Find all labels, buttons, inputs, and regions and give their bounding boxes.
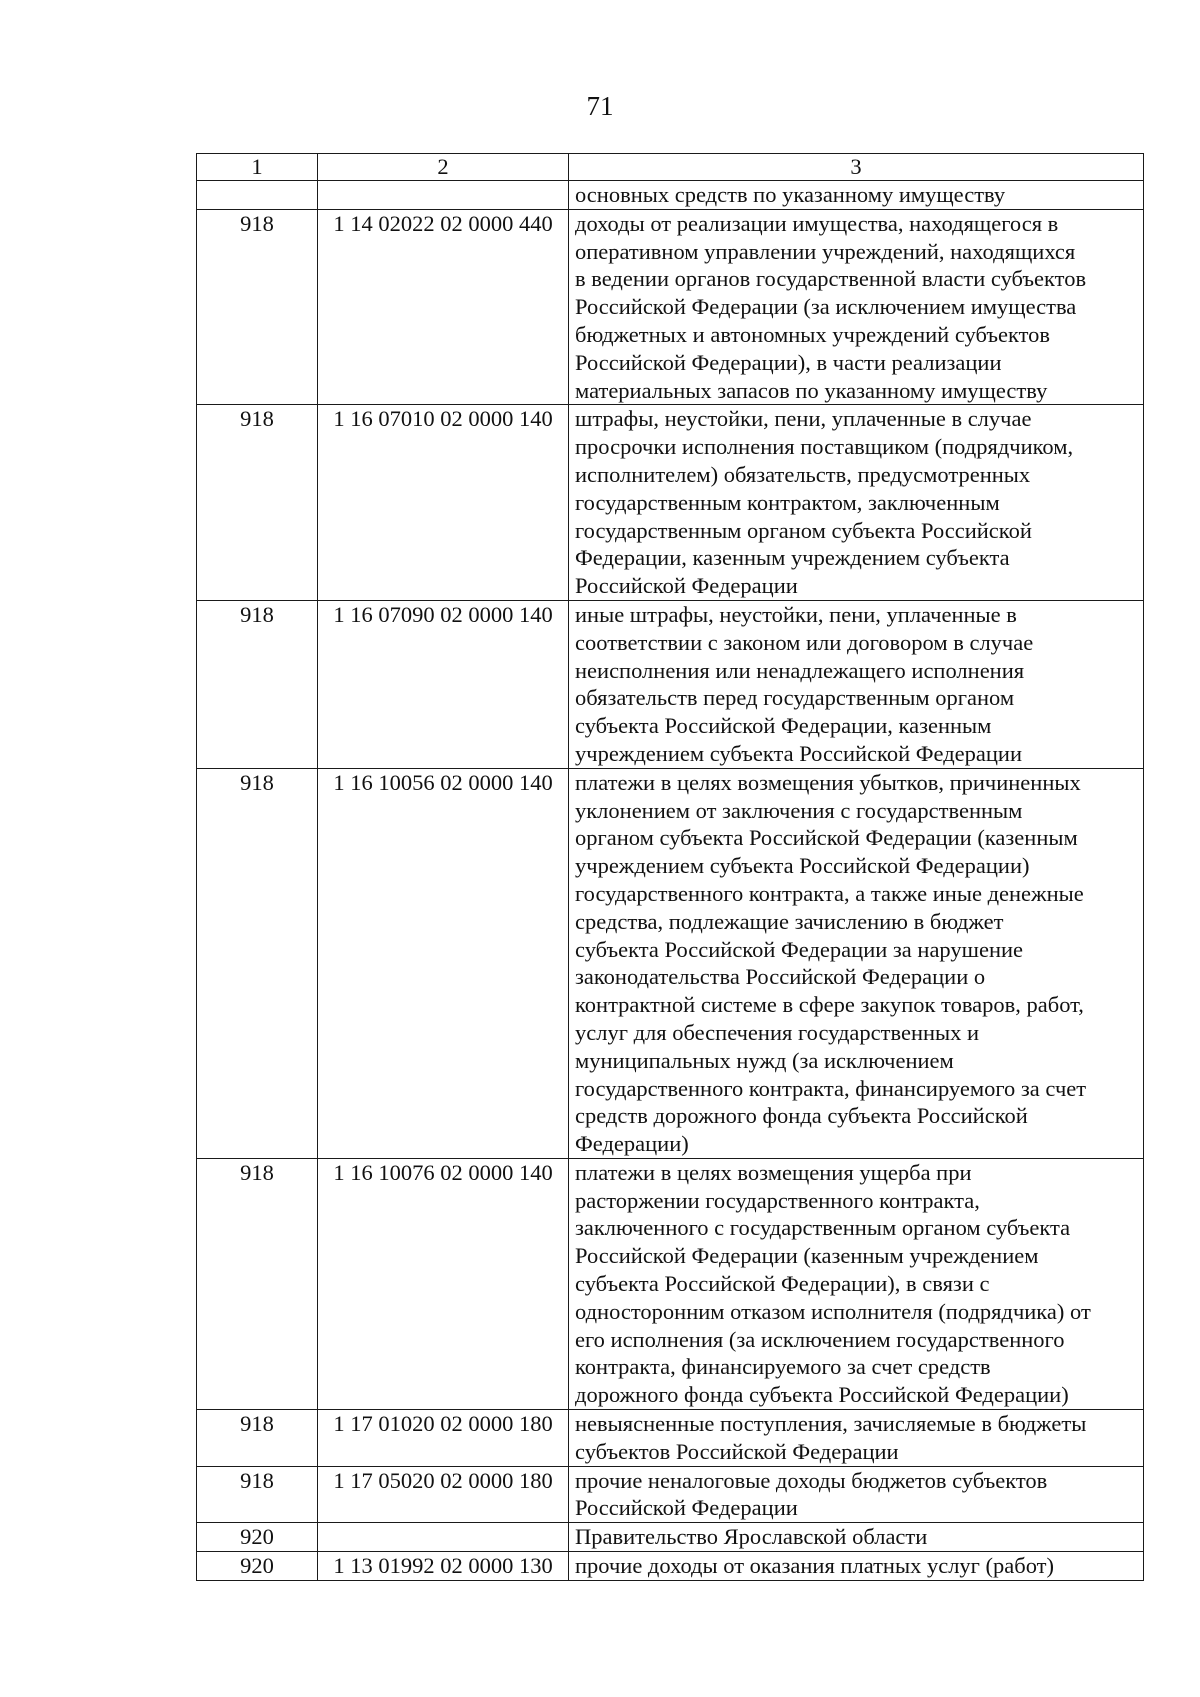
admin-code-cell: 918 <box>197 600 318 768</box>
admin-code-cell: 918 <box>197 1466 318 1523</box>
description-cell: невыясненные поступления, зачисляемые в бюджеты субъектов Российской Федерации <box>569 1410 1144 1467</box>
budget-code-cell: 1 17 05020 02 0000 180 <box>318 1466 569 1523</box>
admin-code-cell: 918 <box>197 1410 318 1467</box>
description-cell: основных средств по указанному имуществу <box>569 181 1144 210</box>
budget-code-cell: 1 14 02022 02 0000 440 <box>318 209 569 405</box>
page-number: 71 <box>586 91 614 121</box>
table-row <box>197 405 1144 601</box>
table-row <box>197 1158 1144 1409</box>
budget-code-cell: 1 16 10056 02 0000 140 <box>318 768 569 1158</box>
admin-code-cell: 920 <box>197 1523 318 1552</box>
admin-code-cell: 918 <box>197 405 318 601</box>
budget-code-cell: 1 16 07090 02 0000 140 <box>318 600 569 768</box>
table-row <box>197 209 1144 405</box>
column-header-1: 1 <box>197 154 318 181</box>
budget-code-cell <box>318 1523 569 1552</box>
table-row <box>197 600 1144 768</box>
description-cell: штрафы, неустойки, пени, уплаченные в случае просрочки исполнения поставщиком (подрядчиком, исполнителем) обязательств, предусмотренных государственным контрактом, заключенным государственным органом субъекта Российской Федерации, казенным учреждением субъекта Российской Федерации <box>569 405 1144 601</box>
table-row <box>197 181 1144 210</box>
column-header-2: 2 <box>318 154 569 181</box>
revenue-codes-table <box>196 153 1144 1581</box>
table-row <box>197 1552 1144 1581</box>
admin-code-cell: 918 <box>197 1158 318 1409</box>
budget-code-cell: 1 16 07010 02 0000 140 <box>318 405 569 601</box>
budget-code-cell: 1 16 10076 02 0000 140 <box>318 1158 569 1409</box>
description-cell: иные штрафы, неустойки, пени, уплаченные в соответствии с законом или договором в случае неисполнения или ненадлежащего исполнения обязательств перед государственным органом субъекта Российской Федерации, казенным учреждением субъекта Российской Федерации <box>569 600 1144 768</box>
description-cell: Правительство Ярославской области <box>569 1523 1144 1552</box>
admin-code-cell <box>197 181 318 210</box>
budget-code-cell: 1 13 01992 02 0000 130 <box>318 1552 569 1581</box>
table-row <box>197 1523 1144 1552</box>
admin-code-cell: 918 <box>197 768 318 1158</box>
description-cell: прочие доходы от оказания платных услуг (работ) <box>569 1552 1144 1581</box>
description-cell: платежи в целях возмещения ущерба при расторжении государственного контракта, заключенного с государственным органом субъекта Российской Федерации (казенным учреждением субъекта Российской Федерации), в связи с односторонним отказом исполнителя (подрядчика) от его исполнения (за исключением государственного контракта, финансируемого за счет средств дорожного фонда субъекта Российской Федерации) <box>569 1158 1144 1409</box>
admin-code-cell: 918 <box>197 209 318 405</box>
description-cell: доходы от реализации имущества, находящегося в оперативном управлении учреждений, находящихся в ведении органов государственной власти субъектов Российской Федерации (за исключением имущества бюджетных и автономных учреждений субъектов Российской Федерации), в части реализации материальных запасов по указанному имуществу <box>569 209 1144 405</box>
budget-code-cell <box>318 181 569 210</box>
description-cell: платежи в целях возмещения убытков, причиненных уклонением от заключения с государственным органом субъекта Российской Федерации (казенным учреждением субъекта Российской Федерации) государственного контракта, а также иные денежные средства, подлежащие зачислению в бюджет субъекта Российской Федерации за нарушение законодательства Российской Федерации о контрактной системе в сфере закупок товаров, работ, услуг для обеспечения государственных и муниципальных нужд (за исключением государственного контракта, финансируемого за счет средств дорожного фонда субъекта Российской Федерации) <box>569 768 1144 1158</box>
table-header-row <box>197 154 1144 181</box>
table-row <box>197 1466 1144 1523</box>
table-row <box>197 768 1144 1158</box>
description-cell: прочие неналоговые доходы бюджетов субъектов Российской Федерации <box>569 1466 1144 1523</box>
table-row <box>197 1410 1144 1467</box>
column-header-3: 3 <box>569 154 1144 181</box>
budget-code-cell: 1 17 01020 02 0000 180 <box>318 1410 569 1467</box>
admin-code-cell: 920 <box>197 1552 318 1581</box>
